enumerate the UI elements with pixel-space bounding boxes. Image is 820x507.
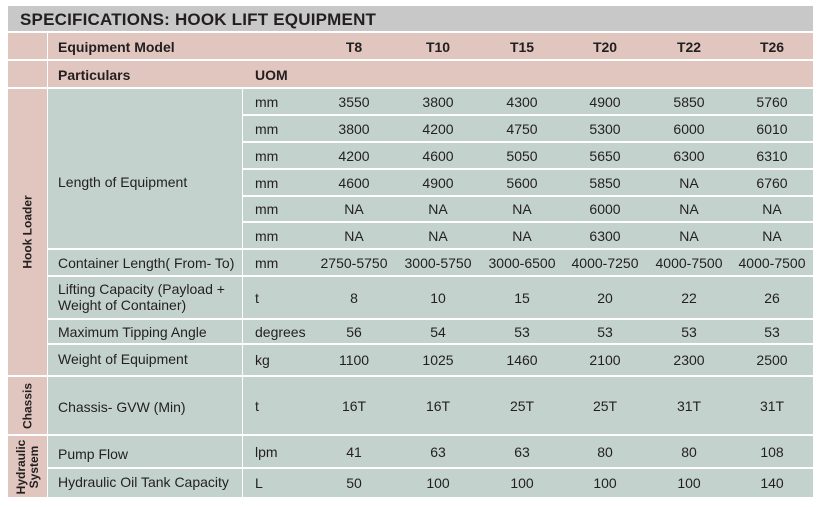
param-weight — [48, 345, 243, 376]
value-cell: 6300 — [589, 227, 621, 244]
value-cell: 1100 — [338, 352, 370, 368]
title-bar — [8, 6, 813, 32]
particulars-label: Particulars — [58, 67, 131, 83]
value-cell: 80 — [597, 443, 613, 460]
table-row — [243, 143, 813, 169]
section-hydraulic-line2: System — [26, 445, 41, 488]
value-cell: 100 — [593, 475, 617, 491]
value-cell: 25T — [509, 397, 535, 414]
value-cell: NA — [512, 201, 532, 217]
section-hydraulic-label — [15, 439, 41, 494]
uom-cell: mm — [255, 120, 279, 137]
uom-cell: mm — [255, 227, 279, 244]
value-cell: NA — [762, 201, 782, 217]
value-cell: 1025 — [422, 352, 454, 368]
value-cell: 53 — [514, 323, 530, 340]
value-cell: 20 — [597, 289, 613, 306]
param-container-length-label: Container Length( From- To) — [58, 255, 235, 271]
uom-cell: kg — [255, 352, 270, 368]
value-cell: NA — [428, 201, 448, 217]
value-cell: 6310 — [756, 147, 788, 164]
value-cell: 41 — [346, 443, 362, 460]
uom-cell: t — [255, 397, 259, 414]
param-weight-label: Weight of Equipment — [58, 351, 188, 367]
value-cell: 80 — [681, 443, 697, 460]
table-row — [243, 377, 813, 435]
value-cell: 22 — [681, 289, 697, 306]
value-cell: 3800 — [422, 93, 454, 110]
value-cell: NA — [344, 201, 364, 217]
param-length-of-equipment — [48, 89, 243, 249]
value-cell: 5650 — [589, 147, 621, 164]
param-lifting-capacity — [48, 277, 243, 319]
model-t15: T15 — [509, 39, 535, 55]
uom-cell: mm — [255, 147, 279, 164]
value-cell: 53 — [597, 323, 613, 340]
table-row — [243, 89, 813, 115]
param-oil-tank-label: Hydraulic Oil Tank Capacity — [58, 474, 229, 490]
uom-cell: mm — [255, 174, 279, 191]
table-row — [243, 469, 813, 498]
uom-cell: L — [255, 475, 263, 491]
param-tipping-angle-label: Maximum Tipping Angle — [58, 324, 207, 340]
value-cell: 5300 — [589, 120, 621, 137]
value-cell: 4600 — [338, 174, 370, 191]
value-cell: NA — [344, 227, 364, 244]
param-tipping-angle — [48, 320, 243, 344]
value-cell: 50 — [346, 475, 362, 491]
param-lifting-capacity-label: Lifting Capacity (Payload + Weight of Container) — [58, 281, 225, 313]
value-cell: 8 — [350, 289, 358, 306]
value-cell: 56 — [346, 323, 362, 340]
value-cell: 5850 — [589, 174, 621, 191]
value-cell: 10 — [430, 289, 446, 306]
value-cell: 5760 — [756, 93, 788, 110]
value-cell: NA — [679, 174, 699, 191]
value-cell: 54 — [430, 323, 446, 340]
param-chassis-gvw-label: Chassis- GVW (Min) — [58, 399, 186, 415]
model-t26: T26 — [759, 39, 785, 55]
value-cell: 100 — [510, 475, 534, 491]
value-cell: 4750 — [506, 120, 538, 137]
header-corner-2 — [8, 61, 48, 88]
uom-cell: t — [255, 289, 259, 306]
value-cell: 53 — [681, 323, 697, 340]
value-cell: 6760 — [756, 174, 788, 191]
table-row — [243, 320, 813, 344]
header-model-row — [48, 33, 813, 60]
value-cell: 140 — [760, 475, 784, 491]
value-cell: NA — [679, 201, 699, 217]
value-cell: 4900 — [422, 174, 454, 191]
value-cell: 2300 — [673, 352, 705, 368]
value-cell: 63 — [514, 443, 530, 460]
value-cell: 1460 — [506, 352, 538, 368]
section-hook-loader-label: Hook Loader — [20, 195, 34, 269]
value-cell: 3000-6500 — [488, 254, 556, 271]
model-t10: T10 — [425, 39, 451, 55]
uom-cell: lpm — [255, 443, 278, 460]
value-cell: 5600 — [506, 174, 538, 191]
value-cell: 4200 — [422, 120, 454, 137]
page-title: SPECIFICATIONS: HOOK LIFT EQUIPMENT — [20, 10, 377, 29]
value-cell: 5850 — [673, 93, 705, 110]
value-cell: 6000 — [589, 201, 621, 217]
table-row — [243, 277, 813, 319]
value-cell: 2750-5750 — [320, 254, 388, 271]
value-cell: 108 — [760, 443, 784, 460]
value-cell: 4900 — [589, 93, 621, 110]
uom-cell: mm — [255, 201, 279, 217]
param-length-of-equipment-label: Length of Equipment — [58, 174, 188, 190]
value-cell: 63 — [430, 443, 446, 460]
value-cell: NA — [512, 227, 532, 244]
param-pump-flow-label: Pump Flow — [58, 446, 129, 462]
value-cell: 2100 — [589, 352, 621, 368]
param-container-length — [48, 250, 243, 276]
value-cell: 6000 — [673, 120, 705, 137]
value-cell: 3550 — [338, 93, 370, 110]
value-cell: 15 — [514, 289, 530, 306]
value-cell: 31T — [759, 397, 785, 414]
header-particulars-row — [48, 61, 813, 88]
model-t8: T8 — [345, 39, 363, 55]
value-cell: 5050 — [506, 147, 538, 164]
section-hydraulic — [8, 436, 48, 498]
value-cell: NA — [679, 227, 699, 244]
model-label: Equipment Model — [58, 39, 175, 55]
uom-cell: mm — [255, 93, 279, 110]
table-row — [243, 197, 813, 222]
param-oil-tank — [48, 469, 243, 498]
value-cell: 26 — [764, 289, 780, 306]
value-cell: 4000-7250 — [571, 254, 639, 271]
table-row — [243, 345, 813, 376]
uom-cell: mm — [255, 254, 279, 271]
value-cell: 4300 — [506, 93, 538, 110]
value-cell: 16T — [341, 397, 367, 414]
value-cell: 100 — [677, 475, 701, 491]
value-cell: 4200 — [338, 147, 370, 164]
value-cell: 53 — [764, 323, 780, 340]
value-cell: NA — [428, 227, 448, 244]
value-cell: 16T — [425, 397, 451, 414]
value-cell: 2500 — [756, 352, 788, 368]
value-cell: 4000-7500 — [655, 254, 723, 271]
param-chassis-gvw — [48, 377, 243, 435]
value-cell: 4000-7500 — [738, 254, 806, 271]
value-cell: 3000-5750 — [404, 254, 472, 271]
param-pump-flow — [48, 436, 243, 468]
section-chassis — [8, 377, 48, 435]
value-cell: 3800 — [338, 120, 370, 137]
value-cell: 25T — [592, 397, 618, 414]
table-row — [243, 116, 813, 142]
table-row — [243, 223, 813, 249]
uom-cell: degrees — [255, 323, 306, 340]
model-t22: T22 — [676, 39, 702, 55]
value-cell: 6300 — [673, 147, 705, 164]
section-chassis-label: Chassis — [20, 382, 34, 429]
table-row — [243, 170, 813, 196]
table-row — [243, 250, 813, 276]
header-corner — [8, 33, 48, 60]
value-cell: NA — [762, 227, 782, 244]
value-cell: 31T — [676, 397, 702, 414]
section-hook-loader — [8, 89, 48, 376]
table-row — [243, 436, 813, 468]
value-cell: 100 — [426, 475, 450, 491]
section-hydraulic-line1: Hydraulic — [13, 439, 28, 494]
uom-label: UOM — [255, 67, 288, 83]
value-cell: 4600 — [422, 147, 454, 164]
model-t20: T20 — [592, 39, 618, 55]
value-cell: 6010 — [756, 120, 788, 137]
